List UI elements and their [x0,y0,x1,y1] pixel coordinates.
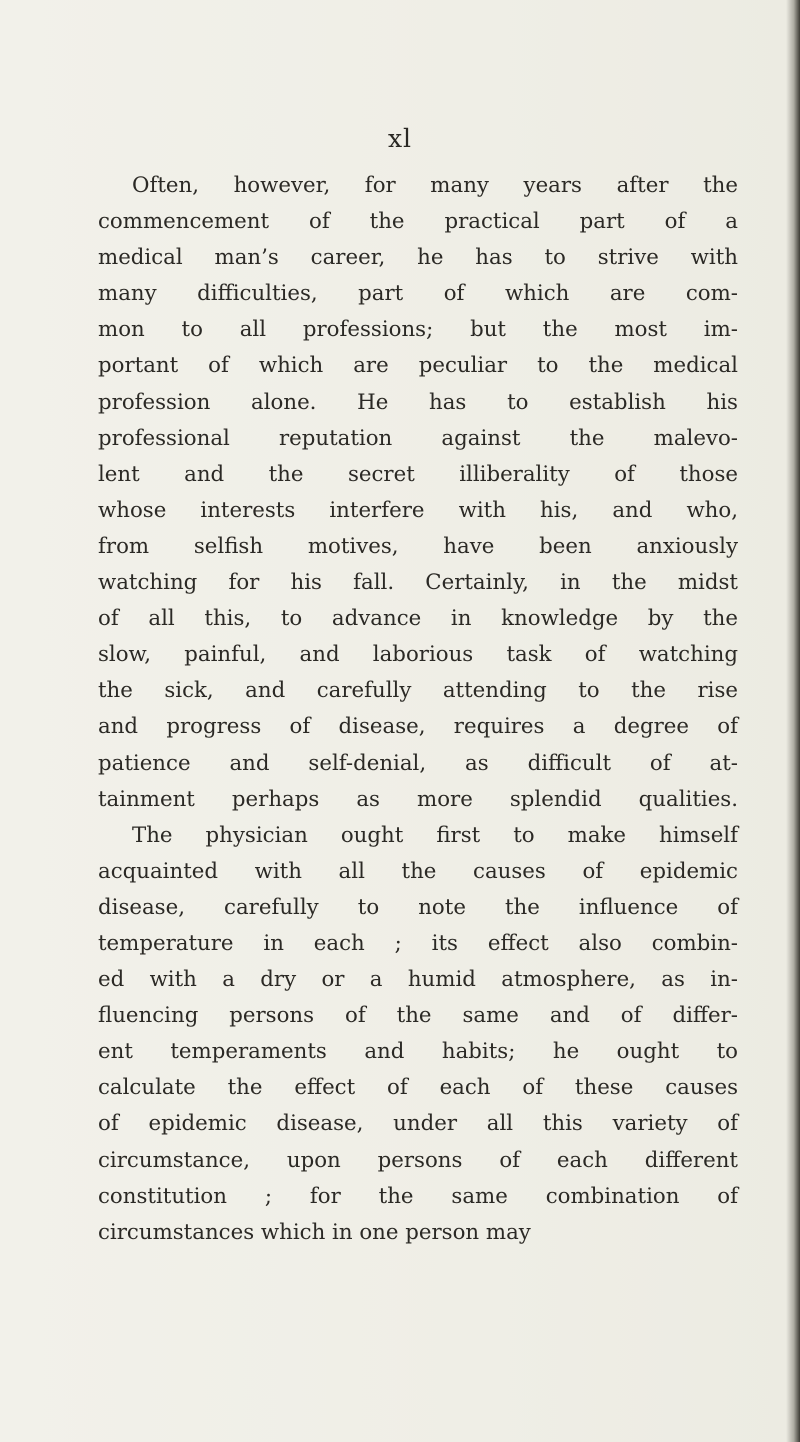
text-line: many difficulties, part of which are com- [98,281,738,307]
text-line: fluencing persons of the same and of differ- [98,1003,738,1029]
text-line: ed with a dry or a humid atmosphere, as in- [98,967,738,993]
text-line: professional reputation against the malevo- [98,425,738,451]
text-line: The physician ought first to make himself [132,822,738,848]
text-line: tainment perhaps as more splendid qualities. [98,786,738,812]
text-line: ent temperaments and habits; he ought to [98,1039,738,1065]
binding-shadow [786,0,800,1442]
text-line: commencement of the practical part of a [98,209,738,235]
text-line: lent and the secret illiberality of those [98,461,738,487]
text-line: temperature in each ; its effect also combin- [98,930,738,956]
text-line: the sick, and carefully attending to the rise [98,678,738,704]
text-line: of all this, to advance in knowledge by the [98,606,738,632]
text-line: portant of which are peculiar to the medical [98,353,738,379]
text-line: patience and self-denial, as difficult of at- [98,750,738,776]
text-line: mon to all professions; but the most im- [98,317,738,343]
text-line: from selfish motives, have been anxiously [98,533,738,559]
text-line: of epidemic disease, under all this variety of [98,1111,738,1137]
text-line: Often, however, for many years after the [132,173,738,198]
text-line: disease, carefully to note the influence of [98,894,738,920]
text-line: profession alone. He has to establish his [98,389,738,415]
text-line: and progress of disease, requires a degree of [98,714,738,740]
text-line: medical man’s career, he has to strive with [98,245,738,271]
text-line: circumstance, upon persons of each different [98,1147,738,1173]
text-line: circumstances which in one person may [98,1219,531,1245]
body-text [98,168,738,1251]
text-line: constitution ; for the same combination of [98,1183,738,1209]
text-line: calculate the effect of each of these causes [98,1075,738,1101]
text-line: whose interests interfere with his, and who, [98,497,738,523]
text-line: acquainted with all the causes of epidemic [98,858,738,884]
text-line: watching for his fall. Certainly, in the midst [98,570,738,596]
text-line: slow, painful, and laborious task of watching [98,642,738,668]
page-number: xl [387,124,413,153]
